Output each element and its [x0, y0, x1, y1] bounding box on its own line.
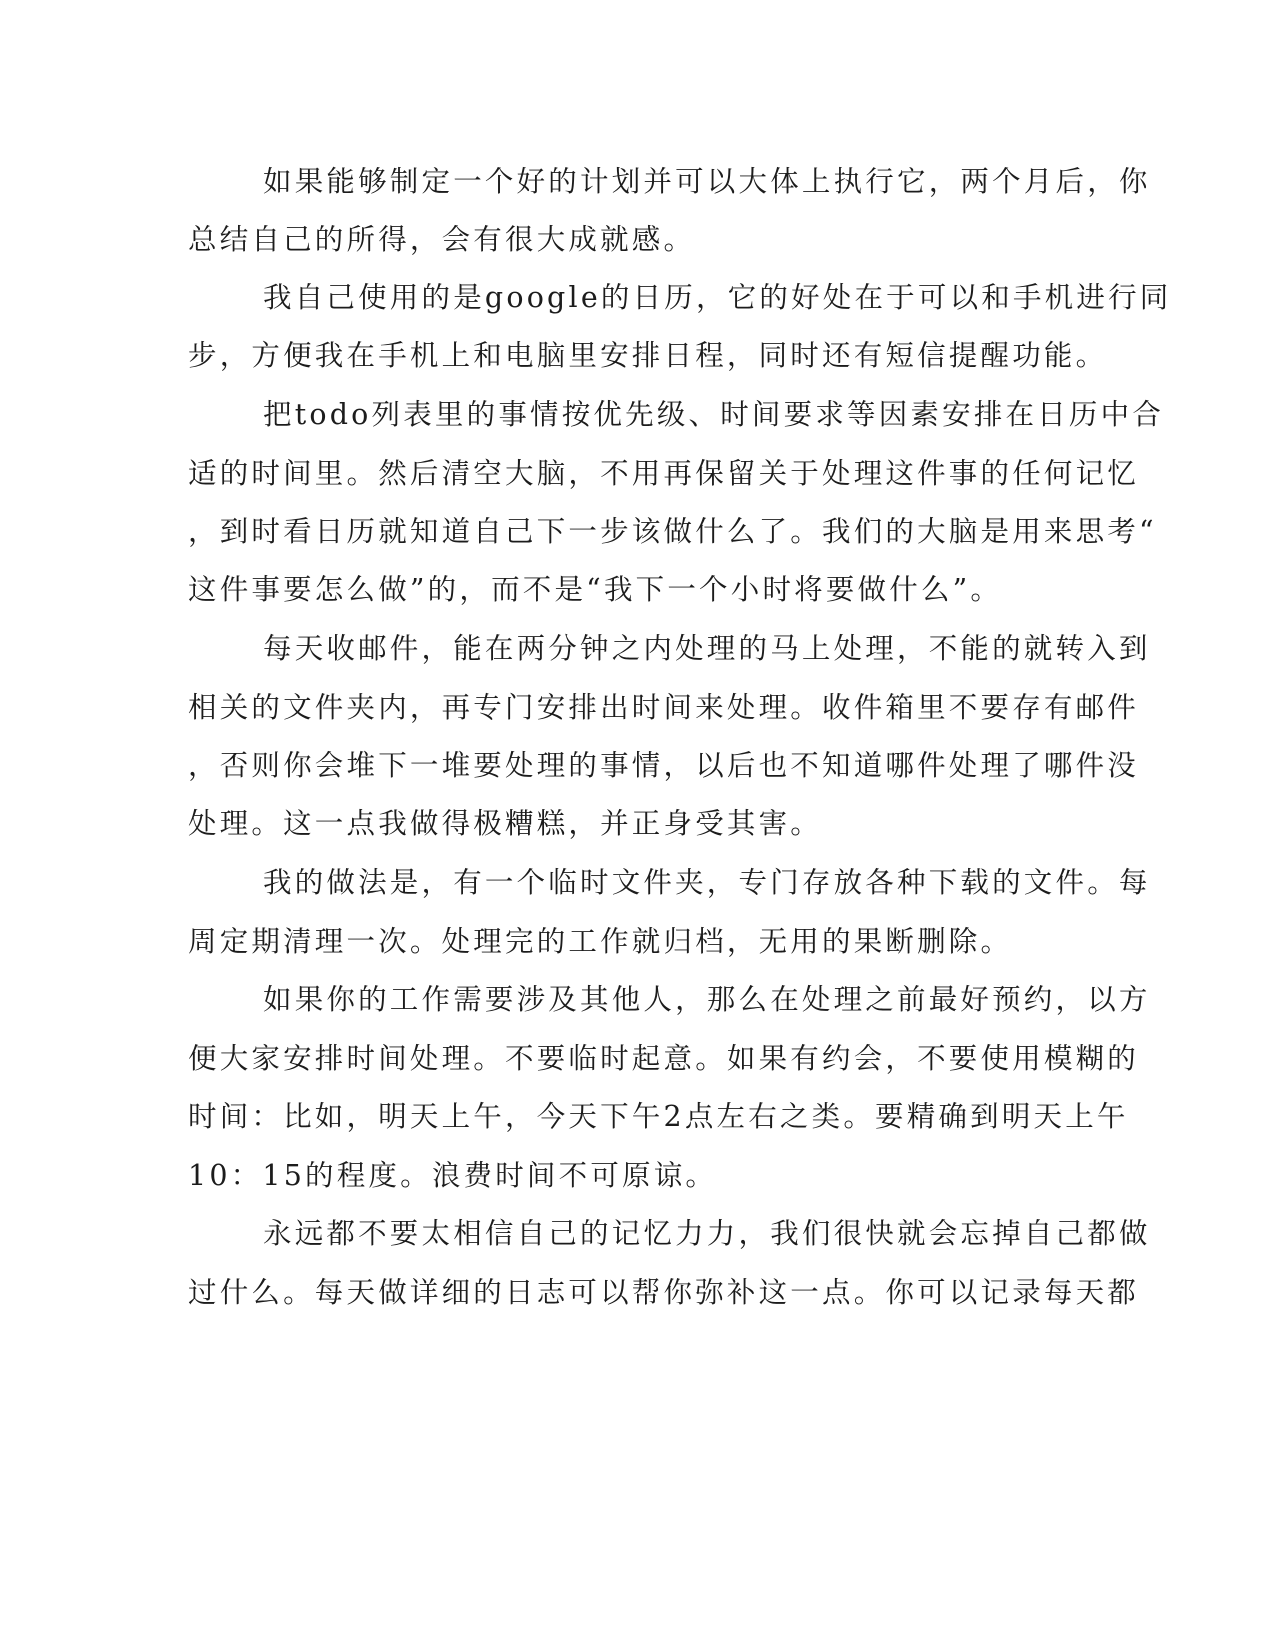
paragraph-3-line-4: 这件事要怎么做”的，而不是“我下一个小时将要做什么”。	[188, 573, 1003, 606]
paragraph-1-line-1: 如果能够制定一个好的计划并可以大体上执行它，两个月后，你	[263, 165, 1151, 198]
paragraph-6-line-3: 时间：比如，明天上午，今天下午2点左右之类。要精确到明天上午	[188, 1100, 1129, 1133]
paragraph-3-line-2: 适的时间里。然后清空大脑，不用再保留关于处理这件事的任何记忆	[188, 457, 1140, 490]
paragraph-6-line-1: 如果你的工作需要涉及其他人，那么在处理之前最好预约，以方	[263, 983, 1151, 1016]
paragraph-2-line-1: 我自己使用的是google的日历，它的好处在于可以和手机进行同	[263, 281, 1172, 314]
paragraph-4-line-3: ，否则你会堆下一堆要处理的事情，以后也不知道哪件处理了哪件没	[188, 749, 1140, 782]
paragraph-5-line-1: 我的做法是，有一个临时文件夹，专门存放各种下载的文件。每	[263, 866, 1151, 899]
paragraph-1-line-2: 总结自己的所得，会有很大成就感。	[188, 223, 696, 256]
paragraph-3-line-1: 把todo列表里的事情按优先级、时间要求等因素安排在日历中合	[263, 398, 1165, 431]
paragraph-4-line-4: 处理。这一点我做得极糟糕，并正身受其害。	[188, 807, 823, 840]
paragraph-6-line-4: 10：15的程度。浪费时间不可原谅。	[188, 1159, 718, 1192]
paragraph-4-line-2: 相关的文件夹内，再专门安排出时间来处理。收件箱里不要存有邮件	[188, 691, 1140, 724]
paragraph-6-line-2: 便大家安排时间处理。不要临时起意。如果有约会，不要使用模糊的	[188, 1042, 1140, 1075]
paragraph-3-line-3: ，到时看日历就知道自己下一步该做什么了。我们的大脑是用来思考“	[188, 515, 1157, 548]
paragraph-2-line-2: 步，方便我在手机上和电脑里安排日程，同时还有短信提醒功能。	[188, 339, 1108, 372]
paragraph-4-line-1: 每天收邮件，能在两分钟之内处理的马上处理，不能的就转入到	[263, 632, 1151, 665]
paragraph-7-line-2: 过什么。每天做详细的日志可以帮你弥补这一点。你可以记录每天都	[188, 1276, 1140, 1309]
paragraph-5-line-2: 周定期清理一次。处理完的工作就归档，无用的果断删除。	[188, 925, 1013, 958]
paragraph-7-line-1: 永远都不要太相信自己的记忆力力，我们很快就会忘掉自己都做	[263, 1217, 1151, 1250]
